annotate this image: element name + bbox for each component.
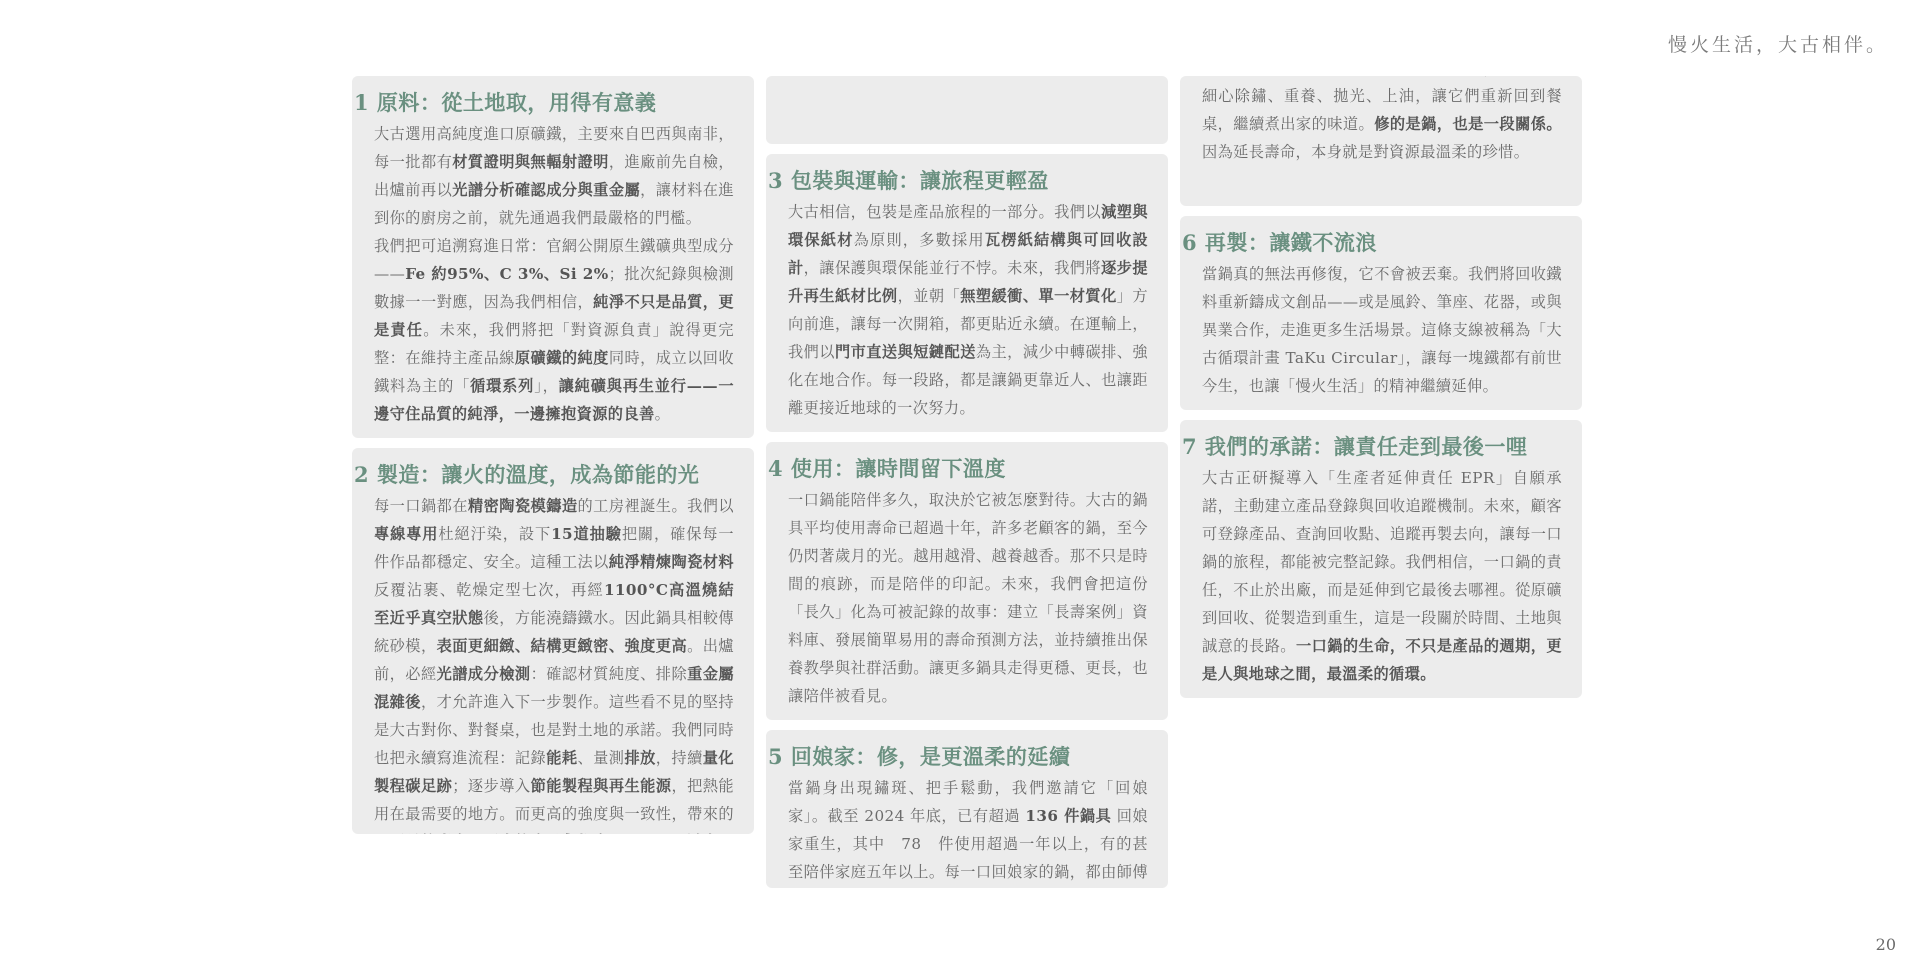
section-paragraph: 每一口鍋都在精密陶瓷模鑄造的工房裡誕生。我們以專線專用杜絕汙染，設下15道抽驗把關，確保每一件作品都穩定、安全。這種工法以純淨精煉陶瓷材料反覆沾裹、乾燥定型七次，再經1100°C高溫燒結至近乎真空狀態後，方能澆鑄鐵水。因此鍋具相較傳統砂模，表面更細緻、結構更緻密、強度更高。出爐前，必經光譜成分檢測：確認材質純度、排除重金屬混雜後，才允許進入下一步製作。這些看不見的堅持是大古對你、對餐桌，也是對土地的承諾。我們同時也把永續寫進流程：記錄能耗、量測排放，持續量化製程碳足跡；逐步導入節能製程與再生能源，把熱能用在最需要的地方。而更高的強度與一致性，帶來的 [374,497,735,823]
section-paragraph: 大古選用高純度進口原礦鐵，主要來自巴西與南非，每一批都有材質證明與無輻射證明，進廠前先自檢，出爐前再以光譜分析確認成分與重金屬，讓材料在進到你的廚房之前，就先通過我們最嚴格的門檻。 [374,125,735,227]
section-usage [766,442,1168,720]
section-title: 7 我們的承諾：讓責任走到最後一哩 [1182,434,1528,459]
section-paragraph-continued: 細心除鏽、重養、拋光、上油，讓它們重新回到餐桌，繼續煮出家的味道。修的是鍋，也是一段關係。因為延長壽命，本身就是對資源最溫柔的珍惜。 [1202,87,1562,161]
page-number: 20 [1875,935,1896,954]
section-commitment [1180,420,1582,698]
section-return-home-continued [1180,76,1582,206]
column-2 [766,76,1168,898]
section-packaging [766,154,1168,432]
section-manufacturing [352,448,754,834]
section-title: 2 製造：讓火的溫度，成為節能的光 [354,462,700,487]
column-1 [352,76,754,844]
section-paragraph: 大古正研擬導入「生產者延伸責任 EPR」自願承諾，主動建立產品登錄與回收追蹤機制。未來，顧客可登錄產品、查詢回收點、追蹤再製去向，讓每一口鍋的旅程，都能被完整記錄。我們相信，一口鍋的責任，不止於出廠，而是延伸到它最後去哪裡。從原礦到回收、從製造到重生，這是一段關於時間、土地與誠意的長路。一口鍋的生命，不只是產品的週期，更是人與地球之間，最溫柔的循環。 [1202,469,1562,683]
section-paragraph: 當鍋真的無法再修復，它不會被丟棄。我們將回收鐵料重新鑄成文創品——或是風鈴、筆座、花器，或與異業合作，走進更多生活場景。這條支線被稱為「大古循環計畫 TaKu Circular」，讓每一塊鐵都有前世今生，也讓「慢火生活」的精神繼續延伸。 [1202,265,1562,395]
section-raw-materials [352,76,754,438]
section-title: 3 包裝與運輸：讓旅程更輕盈 [768,168,1049,193]
section-title: 6 再製：讓鐵不流浪 [1182,230,1377,255]
section-return-home [766,730,1168,888]
section-title: 5 回娘家：修，是更溫柔的延續 [768,744,1071,769]
section-manufacturing-continued [766,76,1168,144]
section-paragraph: 我們把可追溯寫進日常：官網公開原生鐵礦典型成分——Fe 約95%、C 3%、Si 2%；批次紀錄與檢測數據一一對應，因為我們相信，純淨不只是品質，更是責任。未來，我們將把「對資源負責」說得更完整：在維持主產品線原礦鐵的純度同時，成立以回收鐵料為主的「循環系列」，讓純礦與再生並行——一邊守住品質的純淨，一邊擁抱資源的良善。 [374,237,735,423]
section-title: 1 原料：從土地取，用得有意義 [354,90,657,115]
section-paragraph: 大古相信，包裝是產品旅程的一部分。我們以減塑與環保紙材為原則，多數採用瓦楞紙結構與可回收設計，讓保護與環保能並行不悖。未來，我們將逐步提升再生紙材比例，並朝「無塑緩衝、單一材質化」方向前進，讓每一次開箱，都更貼近永續。在運輸上，我們以門市直送與短鏈配送為主，減少中轉碳排、強化在地合作。每一段路，都是讓鍋更靠近人、也讓距離更接近地球的一次努力。 [788,203,1149,417]
section-paragraph: 當鍋身出現鏽斑、把手鬆動，我們邀請它「回娘家」。截至 2024 年底，已有超過 136 件鍋具 回娘家重生，其中 78 件使用超過一年以上，有的甚至陪伴家庭五年以上。每一口回娘家的鍋，都由師傅 [788,779,1149,881]
column-3 [1180,76,1582,708]
section-paragraph: 一口鍋能陪伴多久，取決於它被怎麼對待。大古的鍋具平均使用壽命已超過十年，許多老顧客的鍋，至今仍閃著歲月的光。越用越滑、越養越香。那不只是時間的痕跡，而是陪伴的印記。未來，我們會把這份「長久」化為可被記錄的故事：建立「長壽案例」資料庫、發展簡單易用的壽命預測方法，並持續推出保養教學與社群活動。讓更多鍋具走得更穩、更長，也讓陪伴被看見。 [788,491,1148,705]
section-remanufacture [1180,216,1582,410]
section-title: 4 使用：讓時間留下溫度 [768,456,1006,481]
header-tagline: 慢火生活，大古相伴。 [1667,34,1888,56]
